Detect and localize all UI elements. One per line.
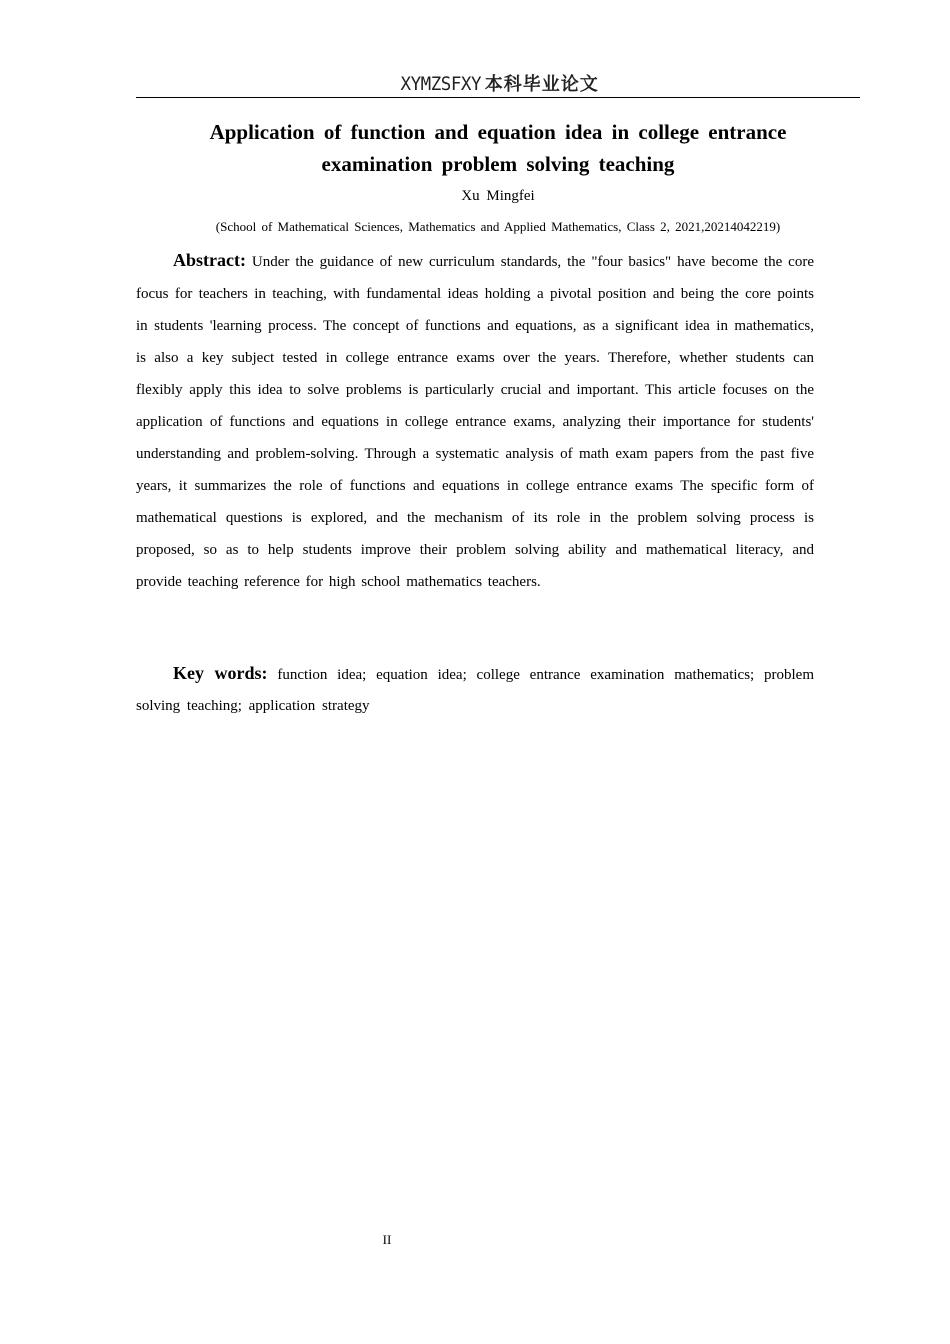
keywords-label: Key words: <box>173 663 268 683</box>
abstract-paragraph <box>136 244 814 598</box>
author-affiliation: (School of Mathematical Sciences, Mathematics and Applied Mathematics, Class 2, 2021,20214042219) <box>215 219 781 234</box>
keywords-paragraph <box>136 658 814 722</box>
abstract-text: Under the guidance of new curriculum standards, the "four basics" have become the core focus for teachers in teaching, with fundamental ideas holding a pivotal position and being the core points in students 'learning process. The concept of functions and equations, as a significant idea in mathematics, is also a key subject tested in college entrance exams over the years. Therefore, whether students can flexibly apply this idea to solve problems is particularly crucial and important. This article focuses on the application of functions and equations in college entrance exams, analyzing their importance for students' understanding and problem-solving. Through a systematic analysis of math exam papers from the past five years, it summarizes the role of functions and equations in college entrance exams The specific form of mathematical questions is explored, and the mechanism of its role in the problem solving process is proposed, so as to help students improve their problem solving ability and mathematical literacy, and provide teaching reference for high school mathematics teachers. <box>136 254 814 590</box>
running-header <box>136 72 860 98</box>
author-name: Xu Mingfei <box>461 188 535 204</box>
header-subtitle: 本科毕业论文 <box>484 74 599 95</box>
paper-title: Application of function and equation idea in college entrance examination problem solving teaching <box>209 120 787 176</box>
abstract-label: Abstract: <box>173 250 246 270</box>
header-code: XYMZSFXY <box>400 73 482 95</box>
keywords-text: function idea; equation idea; college entrance examination mathematics; problem solving teaching; application strategy <box>136 667 814 714</box>
page-number: II <box>382 1232 392 1247</box>
